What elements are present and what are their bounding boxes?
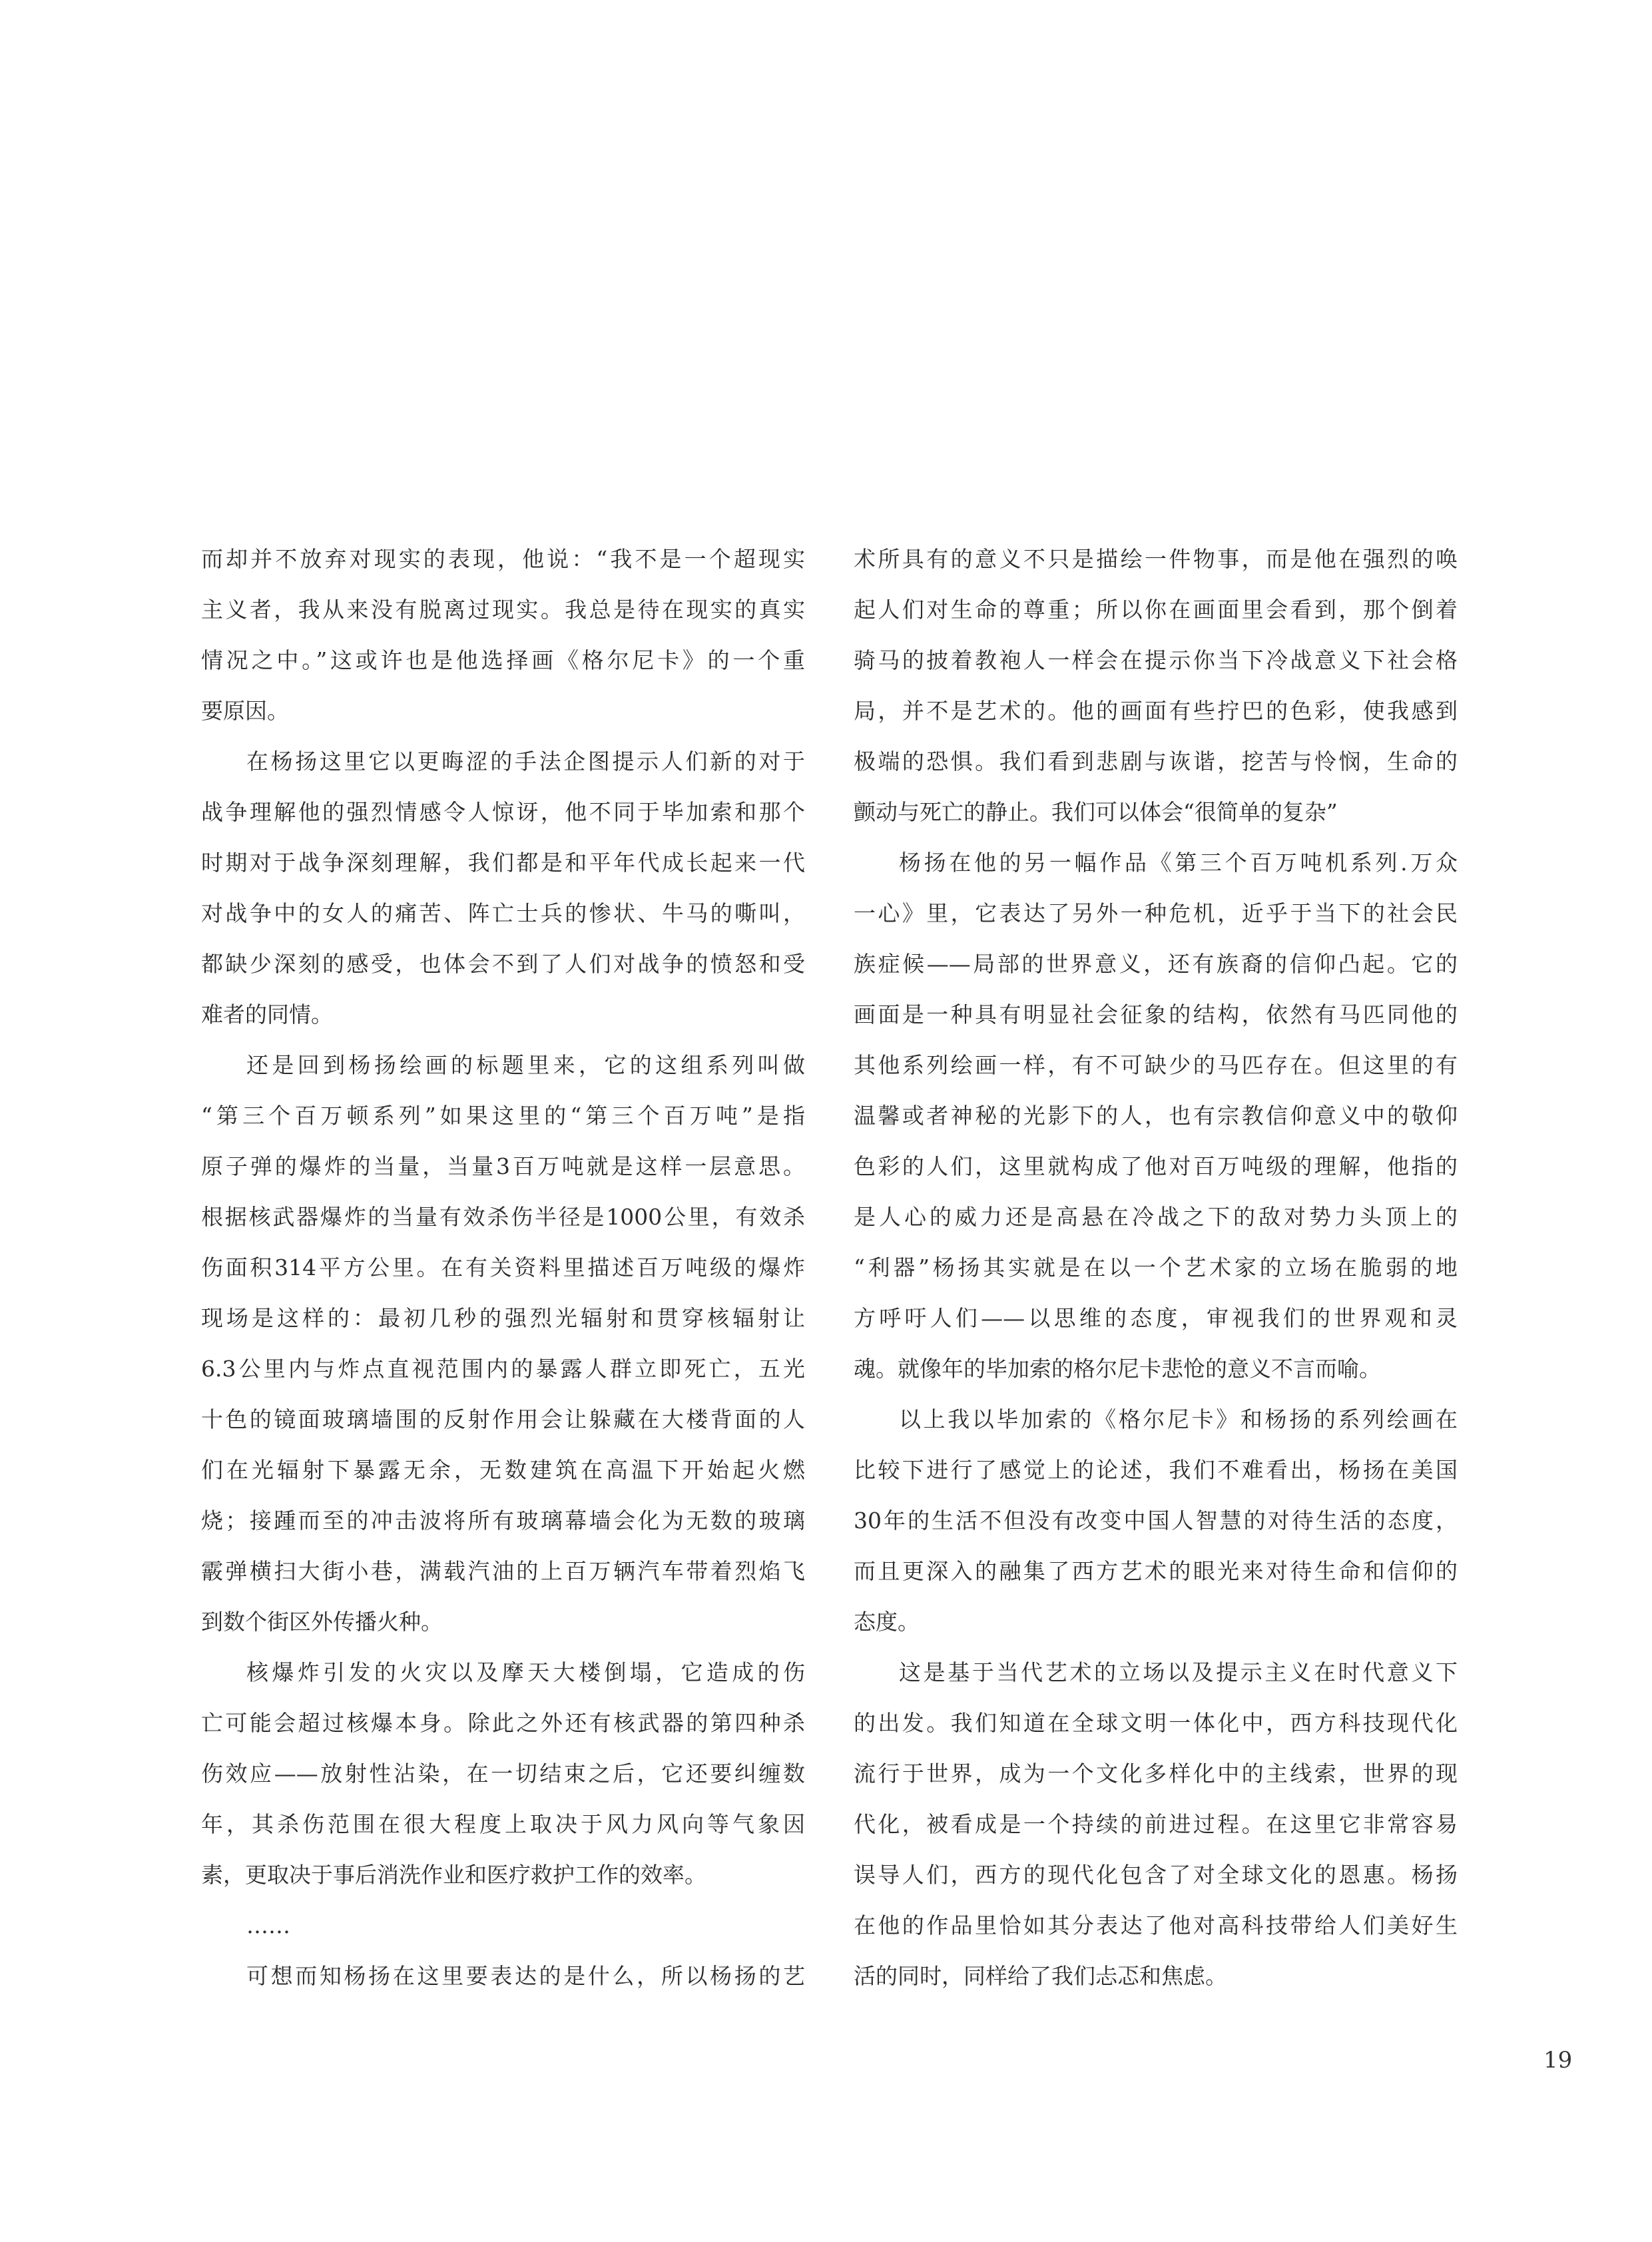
text-line: 在他的作品里恰如其分表达了他对高科技带给人们美好生 [854, 1912, 1458, 1938]
text-line: 可想而知杨扬在这里要表达的是什么，所以杨扬的艺 [246, 1963, 805, 1989]
text-line: 极端的恐惧。我们看到悲剧与诙谐，挖苦与怜悯，生命的 [854, 748, 1458, 774]
text-line: 根据核武器爆炸的当量有效杀伤半径是1000公里，有效杀 [201, 1204, 805, 1230]
text-line: 们在光辐射下暴露无余，无数建筑在高温下开始起火燃 [201, 1457, 805, 1483]
text-line: 情况之中。”这或许也是他选择画《格尔尼卡》的一个重 [201, 647, 805, 673]
text-line: 到数个街区外传播火种。 [201, 1609, 443, 1635]
text-line: 都缺少深刻的感受，也体会不到了人们对战争的愤怒和受 [201, 951, 805, 977]
text-line: 其他系列绘画一样，有不可缺少的马匹存在。但这里的有 [854, 1052, 1458, 1078]
text-line: 时期对于战争深刻理解，我们都是和平年代成长起来一代 [201, 850, 805, 876]
text-line: 方呼吁人们——以思维的态度，审视我们的世界观和灵 [854, 1305, 1458, 1331]
text-line: 比较下进行了感觉上的论述，我们不难看出，杨扬在美国 [854, 1457, 1458, 1483]
text-line: 族症候——局部的世界意义，还有族裔的信仰凸起。它的 [854, 951, 1458, 977]
page-number: 19 [1543, 2047, 1573, 2074]
text-line: 起人们对生命的尊重；所以你在画面里会看到，那个倒着 [854, 597, 1458, 623]
text-line: 霰弹横扫大街小巷，满载汽油的上百万辆汽车带着烈焰飞 [201, 1558, 805, 1584]
text-line: “利器”杨扬其实就是在以一个艺术家的立场在脆弱的地 [854, 1255, 1458, 1280]
text-line: 30年的生活不但没有改变中国人智慧的对待生活的态度， [854, 1508, 1458, 1534]
text-line: 核爆炸引发的火灾以及摩天大楼倒塌，它造成的伤 [246, 1659, 805, 1685]
text-line: 十色的镜面玻璃墙围的反射作用会让躲藏在大楼背面的人 [201, 1406, 805, 1432]
text-line: 温馨或者神秘的光影下的人，也有宗教信仰意义中的敬仰 [854, 1103, 1458, 1129]
text-line: 色彩的人们，这里就构成了他对百万吨级的理解，他指的 [854, 1153, 1458, 1179]
text-line: 是人心的威力还是高悬在冷战之下的敌对势力头顶上的 [854, 1204, 1458, 1230]
text-line: 态度。 [854, 1609, 920, 1635]
text-line: 伤面积314平方公里。在有关资料里描述百万吨级的爆炸 [201, 1255, 805, 1280]
text-line: 现场是这样的：最初几秒的强烈光辐射和贯穿核辐射让 [201, 1305, 805, 1331]
text-line: 的出发。我们知道在全球文明一体化中，西方科技现代化 [854, 1710, 1458, 1736]
text-line: 活的同时，同样给了我们忐忑和焦虑。 [854, 1963, 1227, 1989]
text-line: …… [246, 1912, 290, 1938]
text-line: 对战争中的女人的痛苦、阵亡士兵的惨状、牛马的嘶叫， [201, 900, 805, 926]
text-line: 术所具有的意义不只是描绘一件物事，而是他在强烈的唤 [854, 546, 1458, 572]
text-line: 代化，被看成是一个持续的前进过程。在这里它非常容易 [854, 1811, 1458, 1837]
text-line: “第三个百万顿系列”如果这里的“第三个百万吨”是指 [201, 1103, 805, 1129]
text-line: 在杨扬这里它以更晦涩的手法企图提示人们新的对于 [246, 748, 805, 774]
text-line: 原子弹的爆炸的当量，当量3百万吨就是这样一层意思。 [201, 1153, 805, 1179]
text-line: 要原因。 [201, 698, 289, 724]
text-line: 而却并不放弃对现实的表现，他说：“我不是一个超现实 [201, 546, 805, 572]
text-line: 主义者，我从来没有脱离过现实。我总是待在现实的真实 [201, 597, 805, 623]
text-line: 颤动与死亡的静止。我们可以体会“很简单的复杂” [854, 799, 1338, 825]
left-column [201, 534, 805, 2002]
text-line: 素，更取决于事后消洗作业和医疗救护工作的效率。 [201, 1862, 706, 1888]
text-line: 6.3公里内与炸点直视范围内的暴露人群立即死亡，五光 [201, 1356, 805, 1382]
text-line: 杨扬在他的另一幅作品《第三个百万吨机系列.万众 [899, 850, 1458, 876]
text-line: 魂。就像年的毕加索的格尔尼卡悲怆的意义不言而喻。 [854, 1356, 1381, 1382]
text-line: 难者的同情。 [201, 1001, 333, 1027]
text-line: 骑马的披着教袍人一样会在提示你当下冷战意义下社会格 [854, 647, 1458, 673]
text-line: 亡可能会超过核爆本身。除此之外还有核武器的第四种杀 [201, 1710, 805, 1736]
text-line: 而且更深入的融集了西方艺术的眼光来对待生命和信仰的 [854, 1558, 1458, 1584]
text-line: 年，其杀伤范围在很大程度上取决于风力风向等气象因 [201, 1811, 805, 1837]
text-line: 误导人们，西方的现代化包含了对全球文化的恩惠。杨扬 [854, 1862, 1458, 1888]
text-line: 还是回到杨扬绘画的标题里来，它的这组系列叫做 [246, 1052, 805, 1078]
text-line: 伤效应——放射性沾染，在一切结束之后，它还要纠缠数 [201, 1761, 805, 1787]
text-line: 这是基于当代艺术的立场以及提示主义在时代意义下 [899, 1659, 1458, 1685]
text-line: 局，并不是艺术的。他的画面有些拧巴的色彩，使我感到 [854, 698, 1458, 724]
text-line: 以上我以毕加索的《格尔尼卡》和杨扬的系列绘画在 [899, 1406, 1458, 1432]
right-column [854, 534, 1458, 2002]
text-line: 一心》里，它表达了另外一种危机，近乎于当下的社会民 [854, 900, 1458, 926]
text-line: 画面是一种具有明显社会征象的结构，依然有马匹同他的 [854, 1001, 1458, 1027]
text-line: 流行于世界，成为一个文化多样化中的主线索，世界的现 [854, 1761, 1458, 1787]
text-line: 战争理解他的强烈情感令人惊讶，他不同于毕加索和那个 [201, 799, 805, 825]
text-line: 烧；接踵而至的冲击波将所有玻璃幕墙会化为无数的玻璃 [201, 1508, 805, 1534]
